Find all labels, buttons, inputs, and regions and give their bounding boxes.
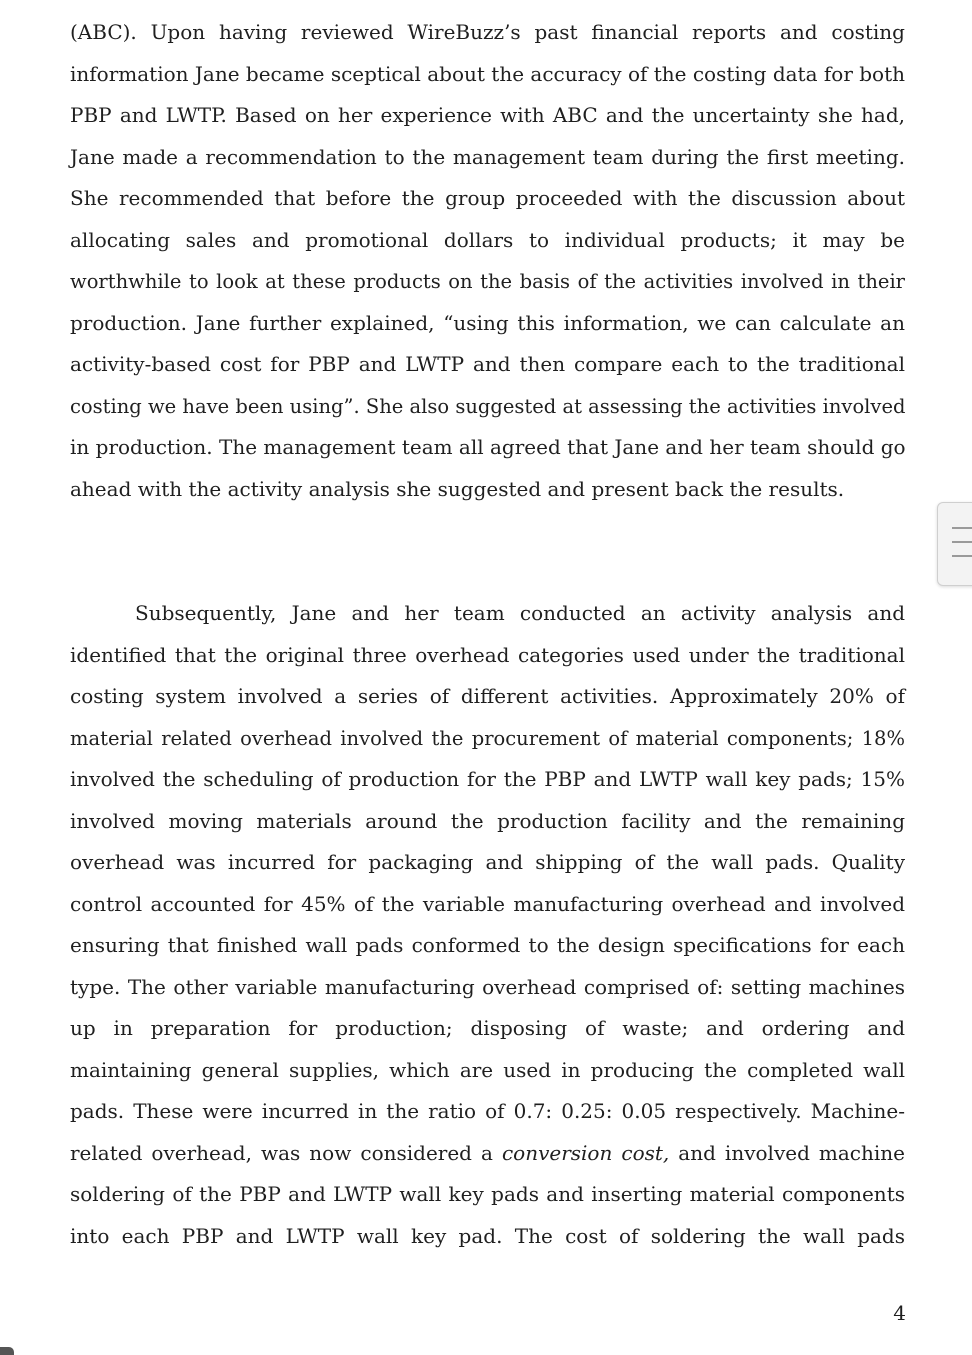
text-segment: related overhead, was now considered a — [70, 1140, 502, 1165]
page-number: 4 — [893, 1301, 906, 1325]
side-panel-handle[interactable] — [937, 502, 972, 586]
text-line: PBP and LWTP. Based on her experience with ABC and the uncertainty she had, — [70, 103, 905, 127]
text-line: costing we have been using”. She also suggested at assessing the activities involved — [70, 394, 906, 418]
text-line: costing system involved a series of different activities. Approximately 20% of — [70, 684, 905, 708]
text-line: overhead was incurred for packaging and shipping of the wall pads. Quality — [70, 850, 905, 874]
paragraph-gap — [70, 510, 905, 593]
text-line: identified that the original three overhead categories used under the traditional — [70, 642, 905, 667]
text-line: up in preparation for production; disposing of waste; and ordering and — [70, 1016, 905, 1040]
text-line: involved moving materials around the production facility and the remaining — [70, 808, 905, 833]
text-line: ensuring that finished wall pads conformed to the design specifications for each — [70, 933, 905, 957]
document-page — [70, 12, 905, 1257]
italic-term: conversion cost, — [501, 1140, 670, 1165]
text-line: She recommended that before the group proceeded with the discussion about — [70, 186, 905, 210]
text-line: in production. The management team all agreed that Jane and her team should go — [70, 435, 906, 459]
text-segment: and involved machine — [669, 1140, 905, 1165]
text-line: production. Jane further explained, “using this information, we can calculate an — [70, 310, 905, 335]
text-line: worthwhile to look at these products on the basis of the activities involved in their — [70, 270, 905, 293]
text-line: Subsequently, Jane and her team conducted an activity analysis and — [135, 601, 905, 625]
text-line: Jane made a recommendation to the management team during the first meeting. — [70, 144, 905, 169]
text-line: information Jane became sceptical about the accuracy of the costing data for both — [70, 61, 905, 86]
text-line: (ABC). Upon having reviewed WireBuzz’s past financial reports and costing — [70, 20, 905, 44]
text-line: involved the scheduling of production for the PBP and LWTP wall key pads; 15% — [70, 767, 905, 791]
text-line: control accounted for 45% of the variable manufacturing overhead and involved — [70, 891, 905, 916]
text-line: maintaining general supplies, which are used in producing the completed wall — [70, 1057, 905, 1082]
text-line: into each PBP and LWTP wall key pad. The cost of soldering the wall pads — [70, 1223, 905, 1248]
text-line: allocating sales and promotional dollars to individual products; it may be — [70, 227, 905, 252]
text-line: material related overhead involved the procurement of material components; 18% — [70, 726, 905, 750]
paragraph-2 — [70, 593, 905, 1257]
text-line: soldering of the PBP and LWTP wall key pads and inserting material components — [70, 1182, 905, 1206]
corner-tab — [0, 1347, 14, 1355]
text-line: type. The other variable manufacturing overhead comprised of: setting machines — [70, 974, 905, 999]
text-line: ahead with the activity analysis she suggested and present back the results. — [70, 476, 845, 501]
text-line-with-italic — [70, 1133, 905, 1175]
text-line: activity-based cost for PBP and LWTP and then compare each to the traditional — [70, 352, 905, 376]
text-line: pads. These were incurred in the ratio of 0.7: 0.25: 0.05 respectively. Machine- — [70, 1099, 905, 1123]
paragraph-1 — [70, 12, 905, 510]
